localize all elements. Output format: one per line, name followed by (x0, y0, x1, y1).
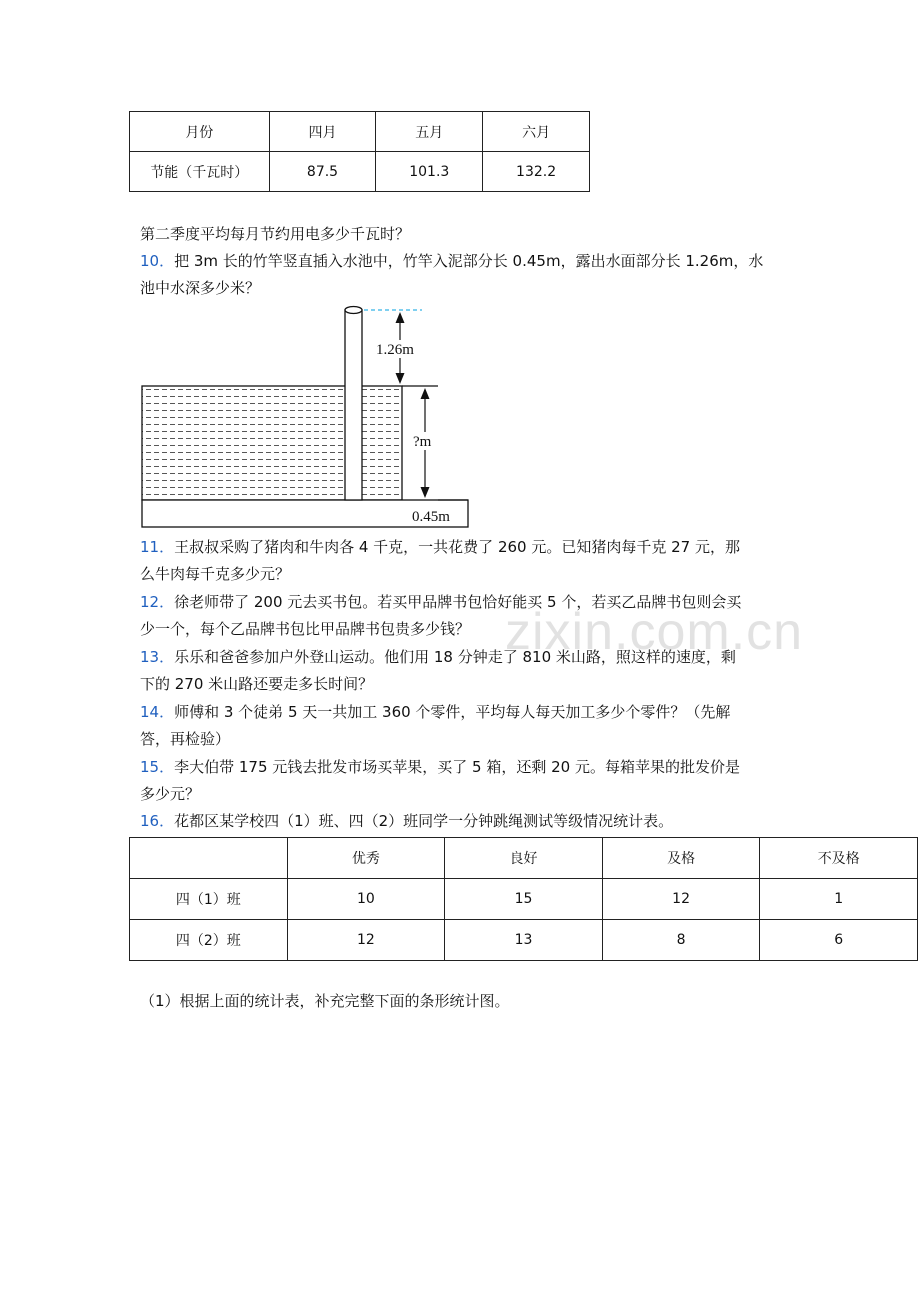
label-mud-depth: 0.45m (412, 509, 450, 525)
energy-table (129, 111, 590, 192)
question-number: 16． (140, 812, 175, 830)
arrow-head-down (421, 487, 430, 498)
table-cell: 1 (760, 879, 918, 920)
question-11-line1 (140, 537, 740, 557)
question-text: 徐老师带了 200 元去买书包。若买甲品牌书包恰好能买 5 个，若买乙品牌书包则会买 (174, 593, 742, 611)
table-row (130, 879, 918, 920)
table-header-cell: 六月 (483, 112, 590, 152)
table-row (130, 152, 590, 192)
table-cell: 15 (445, 879, 603, 920)
table-header-cell: 月份 (130, 112, 270, 152)
pool-pole-figure (138, 302, 478, 530)
table-header-cell (130, 838, 288, 879)
question-13-line2: 下的 270 米山路还要走多长时间？ (140, 675, 374, 693)
arrow-head-down (396, 373, 405, 384)
table-header-cell: 良好 (445, 838, 603, 879)
table-row (130, 112, 590, 152)
table-cell: 四（1）班 (130, 879, 288, 920)
table-cell: 132.2 (483, 152, 590, 192)
question-text: 把 3m 长的竹竿竖直插入水池中，竹竿入泥部分长 0.45m，露出水面部分长 1.26m，水 (174, 252, 764, 270)
table-cell: 87.5 (269, 152, 376, 192)
question-10-line2: 池中水深多少米？ (140, 279, 261, 297)
question-number: 14． (140, 703, 175, 721)
label-above-water: 1.26m (376, 342, 414, 358)
water-area (142, 386, 402, 500)
question-12-line2: 少一个，每个乙品牌书包比甲品牌书包贵多少钱？ (140, 620, 471, 638)
question-number: 15． (140, 758, 175, 776)
table-cell: 10 (287, 879, 445, 920)
bamboo-pole (345, 310, 362, 500)
watermark: zixin.com.cn (505, 603, 804, 661)
question-text: 乐乐和爸爸参加户外登山运动。他们用 18 分钟走了 810 米山路，照这样的速度，剩 (174, 648, 736, 666)
question-11-line2: 么牛肉每千克多少元？ (140, 565, 291, 583)
question-15-line2: 多少元？ (140, 785, 201, 803)
question-14-line1 (140, 702, 730, 722)
sub-question-1: （1）根据上面的统计表，补充完整下面的条形统计图。 (140, 992, 510, 1010)
question-16-line1 (140, 811, 673, 831)
question-text: 花都区某学校四（1）班、四（2）班同学一分钟跳绳测试等级情况统计表。 (174, 812, 674, 830)
question-number: 12． (140, 593, 175, 611)
jump-rope-table (129, 837, 918, 961)
table-cell: 101.3 (376, 152, 483, 192)
table-header-cell: 优秀 (287, 838, 445, 879)
table-cell: 12 (287, 920, 445, 961)
table-header-cell: 四月 (269, 112, 376, 152)
question-14-line2: 答，再检验） (140, 730, 231, 748)
table-cell: 13 (445, 920, 603, 961)
table-cell: 节能（千瓦时） (130, 152, 270, 192)
question-10-line1 (140, 251, 763, 271)
table-header-cell: 五月 (376, 112, 483, 152)
label-water-depth: ?m (413, 434, 432, 450)
table-header-cell: 及格 (602, 838, 760, 879)
question-number: 11． (140, 538, 175, 556)
question-text: 师傅和 3 个徒弟 5 天一共加工 360 个零件，平均每人每天加工多少个零件？（先解 (174, 703, 731, 721)
table-header-cell: 不及格 (760, 838, 918, 879)
question-number: 13． (140, 648, 175, 666)
table-cell: 四（2）班 (130, 920, 288, 961)
question-text: 王叔叔采购了猪肉和牛肉各 4 千克，一共花费了 260 元。已知猪肉每千克 27 元，那 (174, 538, 740, 556)
table-cell: 12 (602, 879, 760, 920)
table-cell: 6 (760, 920, 918, 961)
question-9-tail: 第二季度平均每月节约用电多少千瓦时？ (140, 225, 411, 243)
question-15-line1 (140, 757, 740, 777)
table-row (130, 838, 918, 879)
pole-top (345, 307, 362, 314)
arrow-head-up (421, 388, 430, 399)
question-number: 10． (140, 252, 175, 270)
table-row (130, 920, 918, 961)
arrow-head-up (396, 312, 405, 323)
question-text: 李大伯带 175 元钱去批发市场买苹果，买了 5 箱，还剩 20 元。每箱苹果的批发价是 (174, 758, 740, 776)
table-cell: 8 (602, 920, 760, 961)
